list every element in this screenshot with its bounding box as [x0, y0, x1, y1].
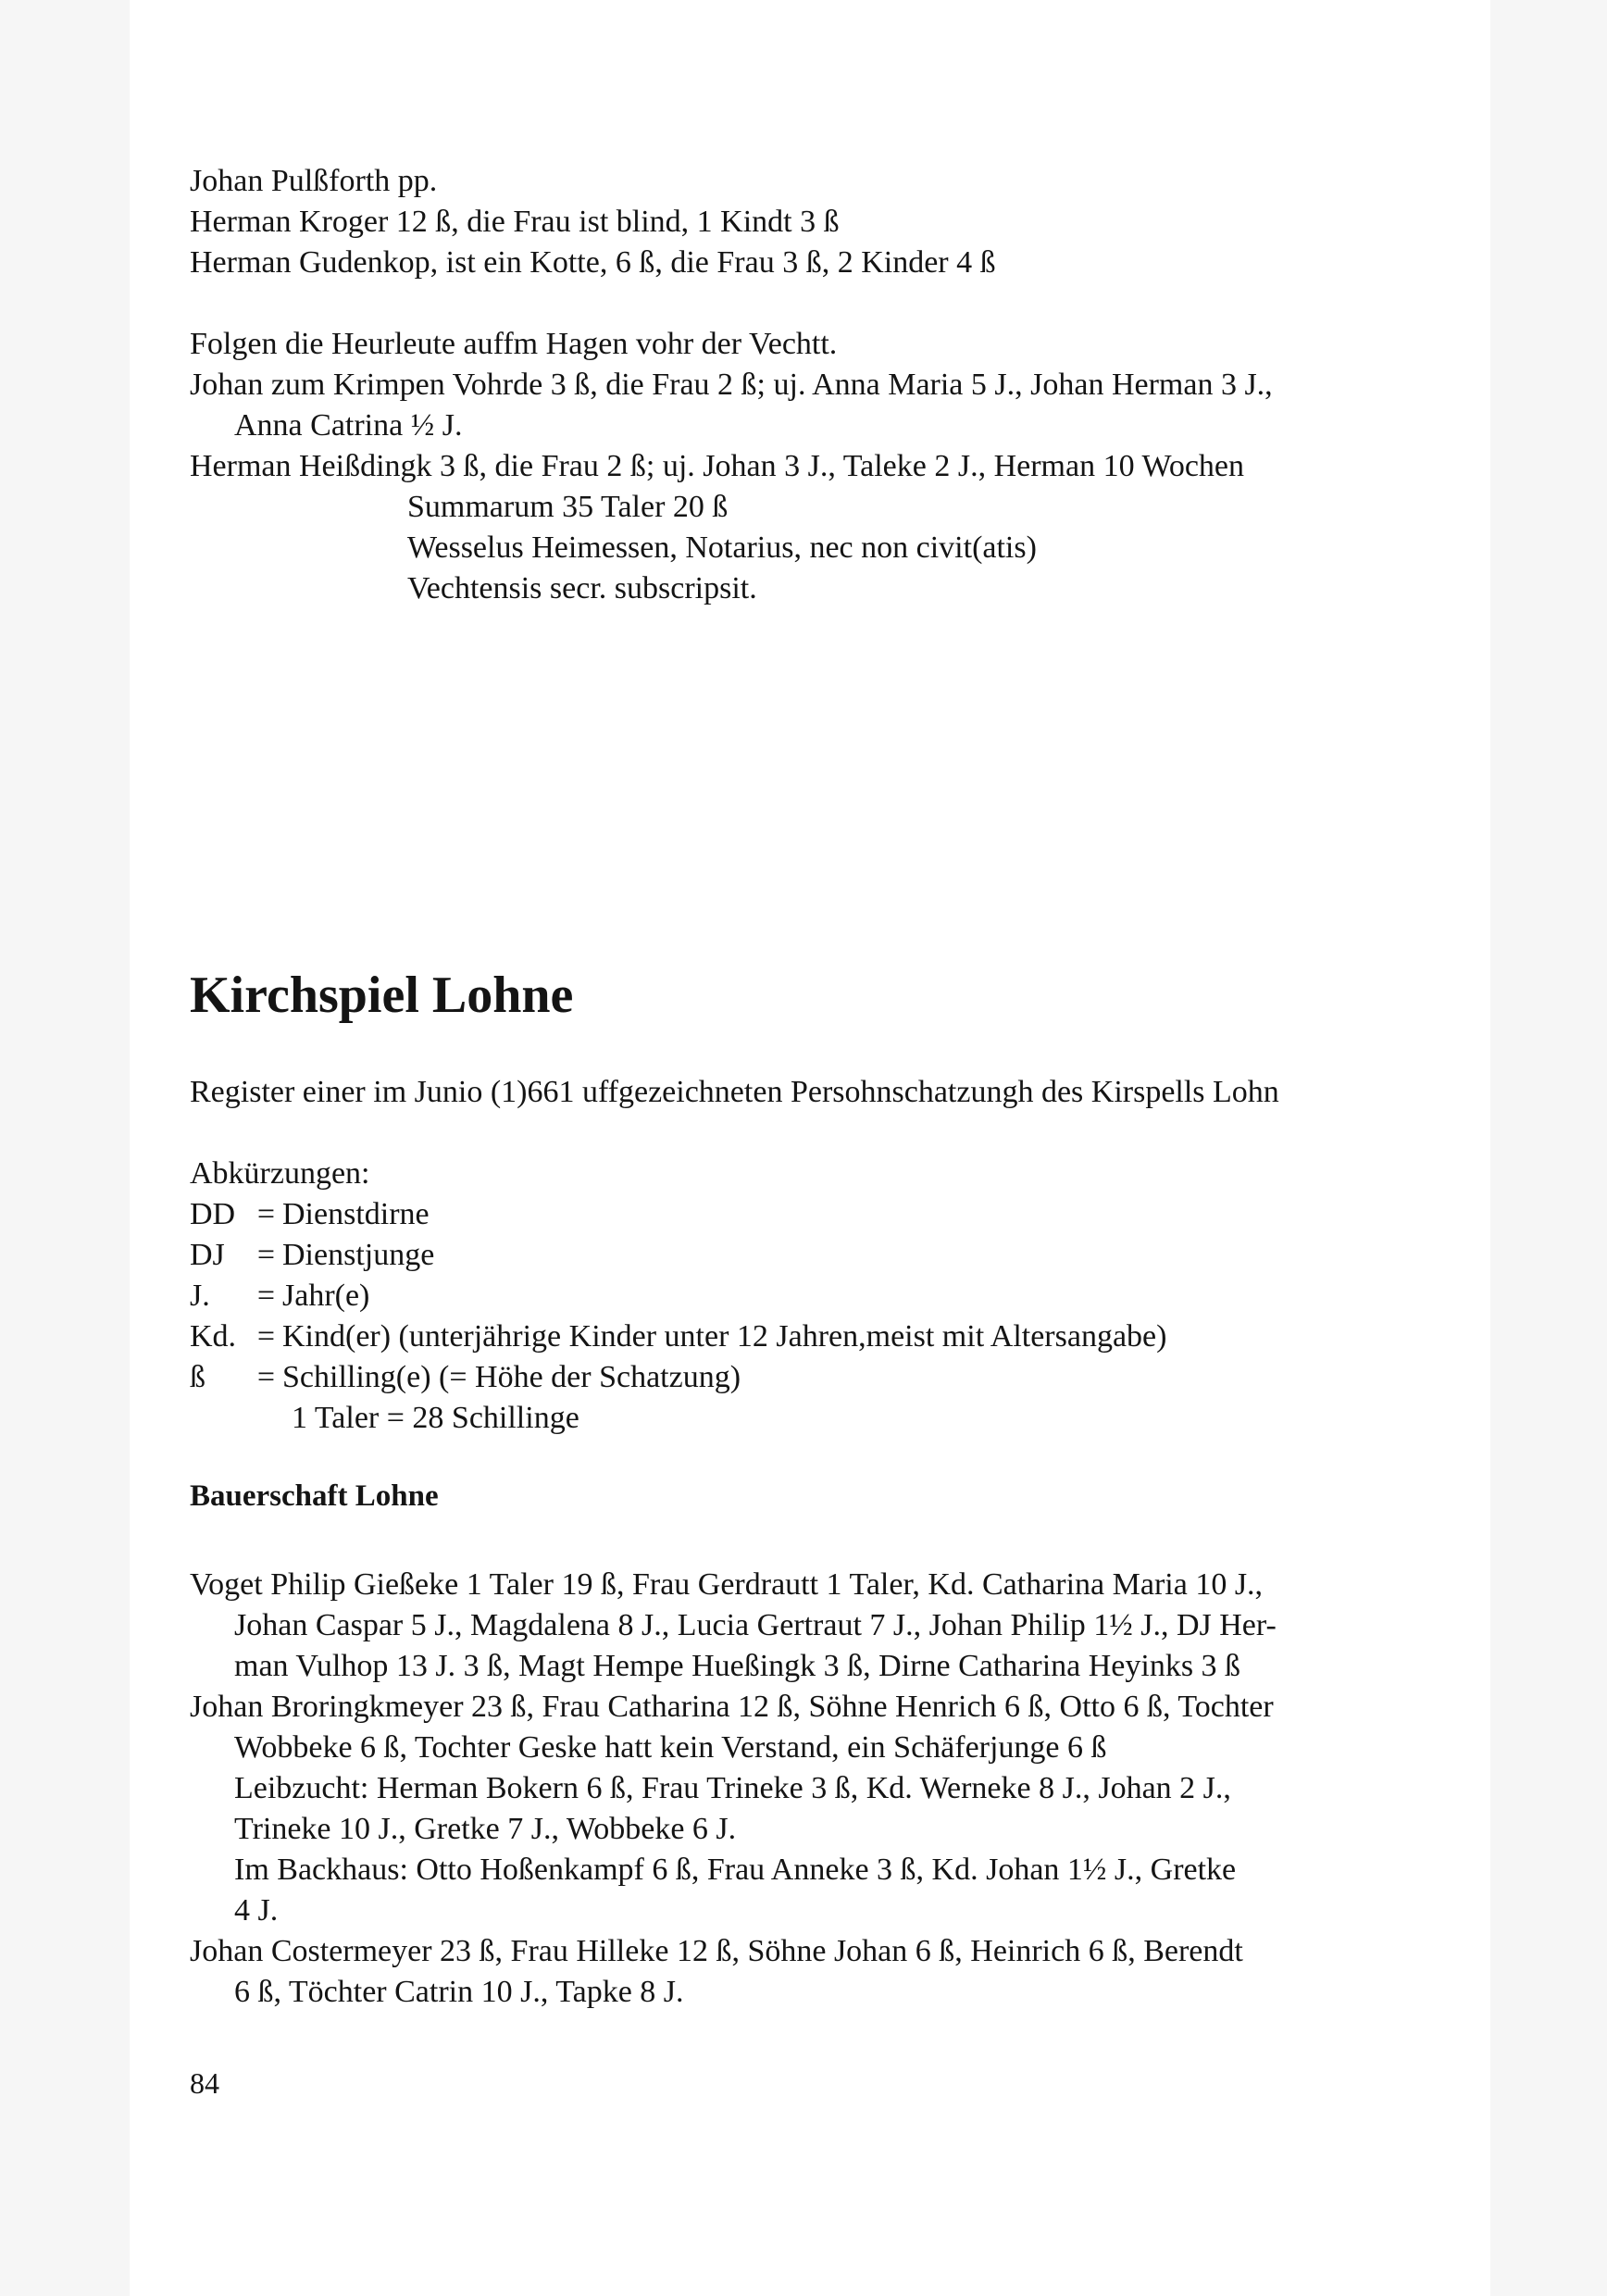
abbreviation-key: ß: [190, 1360, 206, 1394]
entries-block: [190, 1565, 1430, 2013]
abbreviation-key: J.: [190, 1279, 210, 1313]
abbreviations-block: [190, 1154, 1430, 1439]
abbreviation-separator: =: [256, 1360, 276, 1394]
summary-line: Vechtensis secr. subscripsit.: [407, 571, 757, 605]
abbreviation-value: Schilling(e) (= Höhe der Schatzung): [282, 1360, 741, 1394]
abbreviation-value: Dienstdirne: [282, 1197, 430, 1231]
abbreviation-key: DD: [190, 1197, 236, 1231]
abbreviation-row: [190, 1235, 1430, 1276]
register-intro: Register einer im Junio (1)661 uffgezeichneten Persohnschatzungh des Kirspells Lohn: [190, 1075, 1279, 1109]
abbreviation-separator: =: [256, 1238, 276, 1272]
entry-line: Wobbeke 6 ß, Tochter Geske hatt kein Verstand, ein Schäferjunge 6 ß: [234, 1730, 1107, 1765]
text-line: Herman Gudenkop, ist ein Kotte, 6 ß, die Frau 3 ß, 2 Kinder 4 ß: [190, 245, 996, 280]
abbreviation-separator: =: [256, 1279, 276, 1313]
abbreviation-row: [190, 1316, 1430, 1357]
abbreviation-continuation: 1 Taler = 28 Schillinge: [292, 1401, 579, 1435]
entry-line: Johan Costermeyer 23 ß, Frau Hilleke 12 ß, Söhne Johan 6 ß, Heinrich 6 ß, Berendt: [190, 1934, 1243, 1968]
section-title: Kirchspiel Lohne: [190, 967, 574, 1024]
abbreviation-row: [190, 1194, 1430, 1235]
entry-line: Leibzucht: Herman Bokern 6 ß, Frau Trineke 3 ß, Kd. Werneke 8 J., Johan 2 J.,: [234, 1771, 1231, 1805]
entry-line: Voget Philip Gießeke 1 Taler 19 ß, Frau Gerdrautt 1 Taler, Kd. Catharina Maria 10 J.,: [190, 1567, 1264, 1602]
heurleute-block: [190, 324, 1430, 609]
abbreviation-row: [190, 1357, 1430, 1398]
subsection-title: Bauerschaft Lohne: [190, 1479, 439, 1513]
abbreviation-key: DJ: [190, 1238, 225, 1272]
text-line: Herman Kroger 12 ß, die Frau ist blind, 1 Kindt 3 ß: [190, 205, 840, 239]
entry-line: Trineke 10 J., Gretke 7 J., Wobbeke 6 J.: [234, 1812, 737, 1846]
entry-line: 6 ß, Töchter Catrin 10 J., Tapke 8 J.: [234, 1975, 684, 2009]
entry-line: 4 J.: [234, 1893, 279, 1928]
page-number: 84: [190, 2066, 219, 2100]
text-line: Johan Pulßforth pp.: [190, 164, 438, 198]
entry-line: man Vulhop 13 J. 3 ß, Magt Hempe Hueßingk 3 ß, Dirne Catharina Heyinks 3 ß: [234, 1649, 1241, 1683]
abbreviation-value: Kind(er) (unterjährige Kinder unter 12 Jahren,meist mit Altersangabe): [282, 1319, 1167, 1354]
entry-line: Johan Broringkmeyer 23 ß, Frau Catharina 12 ß, Söhne Henrich 6 ß, Otto 6 ß, Tochter: [190, 1690, 1274, 1724]
abbreviation-separator: =: [256, 1319, 276, 1354]
entry-line: Johan Caspar 5 J., Magdalena 8 J., Lucia Gertraut 7 J., Johan Philip 1½ J., DJ Her-: [234, 1608, 1277, 1642]
abbreviations-heading: Abkürzungen:: [190, 1156, 370, 1191]
summary-line: Wesselus Heimessen, Notarius, nec non civit(atis): [407, 530, 1037, 565]
text-line: Folgen die Heurleute auffm Hagen vohr der Vechtt.: [190, 327, 838, 361]
summary-line: Summarum 35 Taler 20 ß: [407, 490, 729, 524]
continuation-block: [190, 161, 1430, 283]
abbreviation-value: Dienstjunge: [282, 1238, 435, 1272]
abbreviation-value: Jahr(e): [282, 1279, 370, 1313]
abbreviation-key: Kd.: [190, 1319, 237, 1354]
entry-line: Im Backhaus: Otto Hoßenkampf 6 ß, Frau Anneke 3 ß, Kd. Johan 1½ J., Gretke: [234, 1853, 1237, 1887]
text-line: Anna Catrina ½ J.: [234, 408, 463, 443]
text-line: Johan zum Krimpen Vohrde 3 ß, die Frau 2 ß; uj. Anna Maria 5 J., Johan Herman 3 J.,: [190, 368, 1273, 402]
abbreviation-separator: =: [256, 1197, 276, 1231]
abbreviation-row: [190, 1276, 1430, 1316]
register-intro-block: [190, 1072, 1430, 1113]
text-line: Herman Heißdingk 3 ß, die Frau 2 ß; uj. Johan 3 J., Taleke 2 J., Herman 10 Wochen: [190, 449, 1245, 483]
